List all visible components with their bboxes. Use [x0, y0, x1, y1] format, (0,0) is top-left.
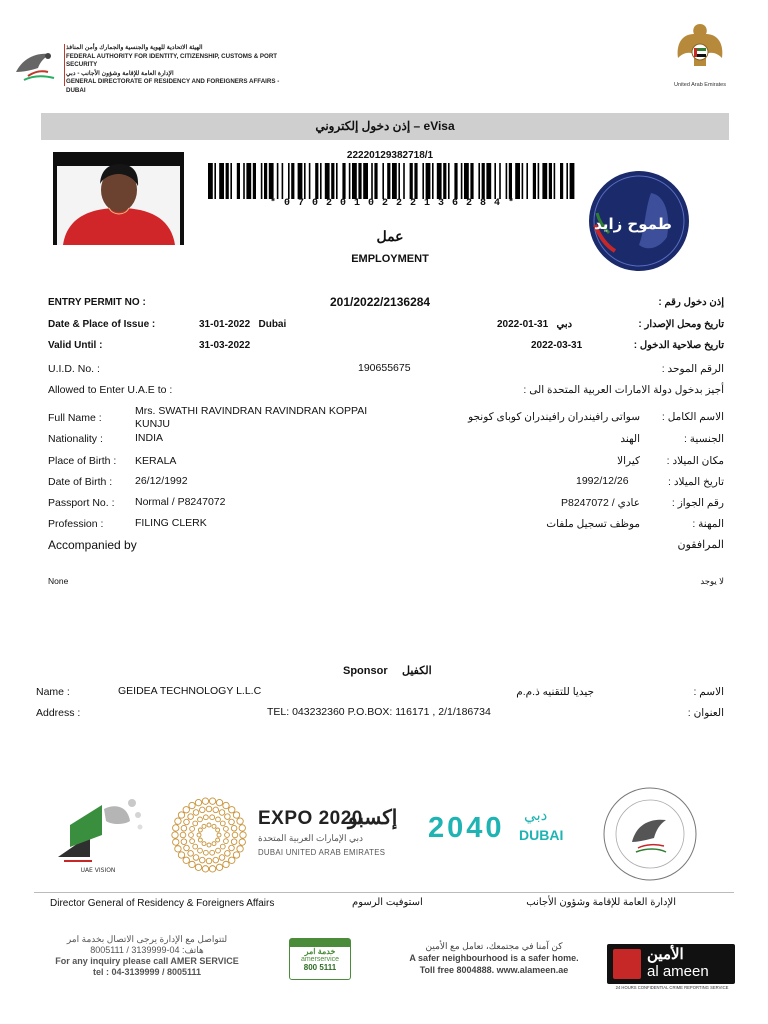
expo-sub-en: DUBAI UNITED ARAB EMIRATES	[258, 848, 386, 857]
falcon-logo-icon	[10, 42, 62, 86]
entry-permit-number: 201/2022/2136284	[330, 295, 431, 309]
entry-permit-label: ENTRY PERMIT NO :	[48, 297, 146, 308]
alameen-contact	[404, 940, 584, 976]
issue-value: 31-01-2022 Dubai	[199, 319, 287, 330]
birth-date-label-ar: تاريخ الميلاد :	[668, 476, 724, 488]
alameen-en-2: Toll free 8004888. www.alameen.ae	[419, 965, 569, 975]
profession-value: FILING CLERK	[135, 517, 207, 529]
entry-permit-label-ar: إذن دخول رقم :	[658, 297, 724, 308]
footer-divider	[34, 892, 734, 893]
amer-logo-en: amerservice	[300, 956, 340, 963]
sponsor-address-value: TEL: 043232360 P.O.BOX: 116171 , 2/1/186734	[267, 706, 491, 718]
allowed-label: Allowed to Enter U.A.E to :	[48, 384, 173, 396]
profession-label-ar: المهنة :	[692, 518, 724, 530]
alameen-ar-1: كن آمنا في مجتمعك، تعامل مع الأمين	[425, 941, 563, 951]
sponsor-address-label-ar: العنوان :	[687, 707, 724, 719]
alameen-en-1: A safer neighbourhood is a safer home.	[409, 953, 579, 963]
birth-place-value-ar: كيرالا	[617, 455, 640, 467]
full-name-value-ar: سواتى رافيندران رافيندران كوباى كونجو	[468, 411, 640, 423]
passport-value: Normal / P8247072	[135, 496, 226, 508]
uid-label-ar: الرقم الموحد :	[661, 363, 724, 375]
amer-en-2: tel : 04-3139999 / 8005111	[92, 967, 202, 977]
birth-date-value: 26/12/1992	[135, 475, 188, 487]
birth-place-label: Place of Birth :	[48, 455, 117, 467]
evisa-title: إذن دخول إلكتروني – eVisa	[315, 119, 455, 133]
amer-ar-1: لتتواصل مع الإدارة يرجى الاتصال بخدمة امر	[66, 934, 228, 944]
sponsor-title: Sponsor	[343, 665, 388, 677]
amer-logo-number: 800 5111	[303, 963, 337, 972]
nationality-label: Nationality :	[48, 433, 103, 445]
header-divider	[64, 44, 65, 86]
nationality-value-ar: الهند	[620, 433, 640, 445]
valid-label: Valid Until :	[48, 340, 103, 351]
nationality-label-ar: الجنسية :	[683, 433, 724, 445]
full-name-label-ar: الاسم الكامل :	[661, 411, 724, 423]
expo-ring-icon	[170, 796, 248, 874]
barcode	[208, 163, 576, 199]
birth-place-label-ar: مكان الميلاد :	[666, 455, 724, 467]
dubai-2040-ar: دبي	[524, 807, 548, 824]
amer-ar-2: هاتف: 04-3139999 / 8005111	[90, 945, 204, 955]
expo-title: EXPO 2020	[258, 808, 363, 829]
full-name-label: Full Name :	[48, 412, 102, 424]
emblem-caption: United Arab Emirates	[674, 82, 726, 88]
uid-value: 190655675	[358, 362, 411, 374]
issue-value-ar: 2022-01-31 دبي	[497, 319, 573, 330]
passport-label-ar: رقم الجواز :	[671, 497, 724, 509]
alameen-caption: 24 HOURS CONFIDENTIAL CRIME REPORTING SERVICE	[615, 985, 729, 990]
sponsor-title-ar: الكفيل	[402, 665, 432, 677]
amer-contact	[50, 934, 244, 978]
expo-sub-ar: دبي الإمارات العربية المتحدة	[258, 833, 364, 843]
sponsor-name-label: Name :	[36, 686, 70, 698]
amer-en-1: For any inquiry please call AMER SERVICE	[55, 956, 239, 966]
evisa-banner	[41, 113, 729, 140]
uae-vision-text: UAE VISION	[80, 867, 116, 874]
sponsor-name-value: GEIDEA TECHNOLOGY L.L.C	[118, 685, 262, 697]
expo-title-ar: إكسبو	[348, 807, 398, 829]
alameen-logo	[607, 944, 735, 984]
directorate-seal-icon	[600, 784, 700, 884]
director-title: Director General of Residency & Foreigners Affairs	[50, 898, 275, 909]
uae-vision-logo-icon	[50, 795, 146, 875]
sponsor-address-label: Address :	[36, 707, 81, 719]
allowed-label-ar: أجيز بدخول دولة الامارات العربية المتحدة الى :	[523, 384, 724, 396]
passport-label: Passport No. :	[48, 497, 115, 509]
accompanied-none: None	[48, 576, 69, 586]
authority-ar-1: الهيئة الاتحادية للهوية والجنسية والجمارك وأمن المنافذ	[66, 44, 203, 51]
amer-service-logo	[289, 938, 351, 980]
fee-paid-ar: استوفيت الرسوم	[352, 897, 423, 908]
dubai-2040-number: 2040	[428, 812, 505, 844]
birth-place-value: KERALA	[135, 455, 177, 467]
zayed-ambition-stamp-icon	[589, 165, 689, 277]
accompanied-none-ar: لا يوجد	[700, 576, 724, 586]
stamp-text: طموح زايد	[594, 215, 672, 233]
valid-label-ar: تاريخ صلاحية الدخول :	[633, 340, 724, 351]
visa-type-ar: عمل	[376, 228, 404, 244]
profession-label: Profession :	[48, 518, 104, 530]
barcode-number-top: 22220129382718/1	[346, 150, 434, 161]
alameen-badge-icon	[613, 949, 641, 979]
authority-ar-2: الإدارة العامة للإقامة وشؤون الأجانب - دبي	[66, 69, 174, 77]
applicant-photo	[53, 152, 184, 245]
barcode-number-bottom: * 0 7 0 2 0 1 0 2 2 2 1 3 6 2 8 4 *	[269, 198, 516, 209]
accompanied-label: Accompanied by	[48, 538, 137, 552]
valid-value: 31-03-2022	[199, 340, 251, 351]
directorate-title-ar: الإدارة العامة للإقامة وشؤون الأجانب	[526, 897, 676, 908]
portrait-icon	[53, 152, 184, 245]
authority-en-1: FEDERAL AUTHORITY FOR IDENTITY, CITIZENSHIP, CUSTOMS & PORT SECURITY	[66, 52, 278, 69]
sponsor-name-value-ar: جيديا للتقنيه ذ.م.م	[516, 686, 594, 698]
passport-value-ar: عادي / P8247072	[560, 497, 640, 509]
full-name-value: Mrs. SWATHI RAVINDRAN RAVINDRAN KOPPAI KUNJU	[135, 405, 368, 430]
authority-en-2: GENERAL DIRECTORATE OF RESIDENCY AND FOREIGNERS AFFAIRS - DUBAI	[66, 78, 280, 94]
alameen-logo-en: al ameen	[647, 963, 709, 980]
birth-date-label: Date of Birth :	[48, 476, 113, 488]
amer-logo-ar: خدمة امر	[304, 947, 336, 956]
accompanied-label-ar: المرافقون	[677, 539, 724, 551]
nationality-value: INDIA	[135, 432, 164, 444]
alameen-logo-ar: الأمين	[647, 946, 684, 963]
uae-emblem-icon	[672, 18, 728, 82]
profession-value-ar: موظف تسجيل ملفات	[546, 518, 640, 530]
sponsor-name-label-ar: الاسم :	[693, 686, 724, 698]
birth-date-value-ar: 1992/12/26	[576, 475, 629, 487]
authority-name	[66, 44, 286, 96]
dubai-2040-word: DUBAI	[519, 827, 564, 843]
valid-value-ar: 2022-03-31	[531, 340, 583, 351]
uid-label: U.I.D. No. :	[48, 363, 100, 375]
visa-type-en: EMPLOYMENT	[351, 253, 429, 265]
issue-label-ar: تاريخ ومحل الإصدار :	[638, 319, 724, 330]
issue-label: Date & Place of Issue :	[48, 319, 156, 330]
